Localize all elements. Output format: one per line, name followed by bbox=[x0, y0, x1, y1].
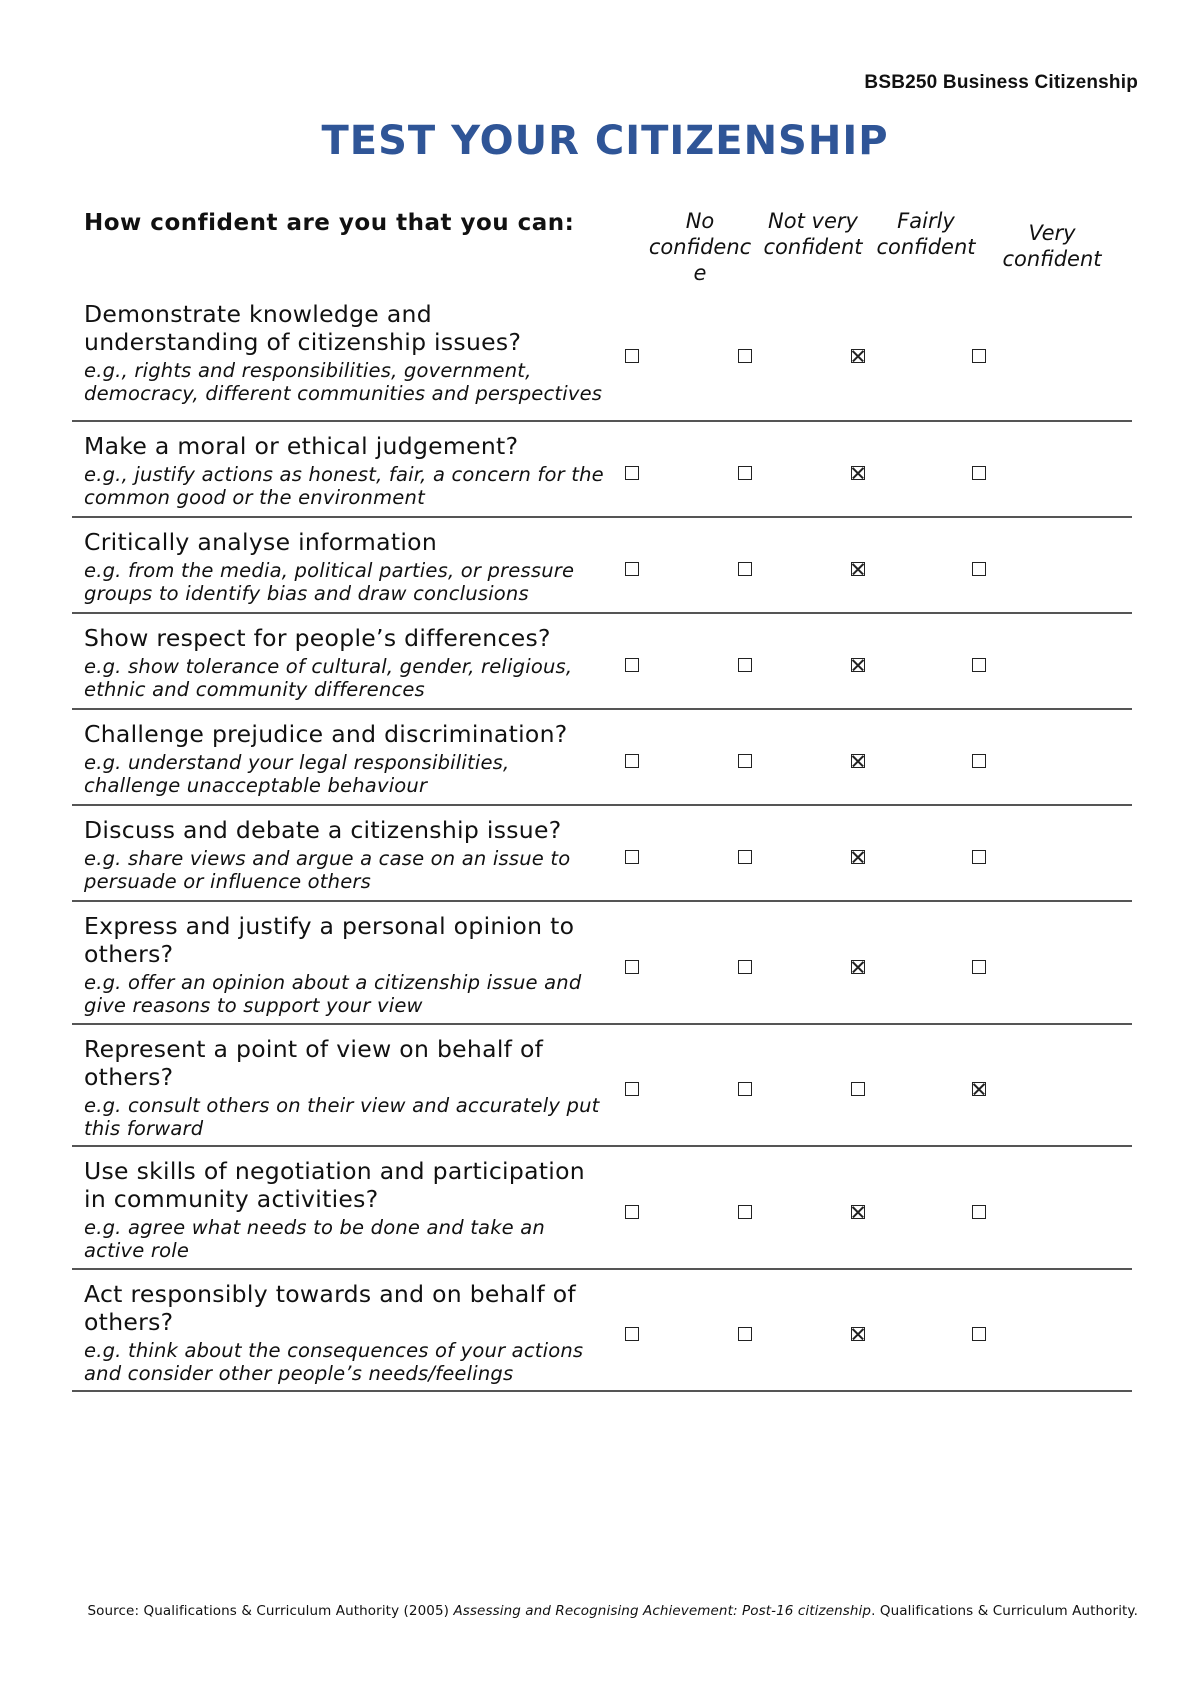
checkbox-not-very-confident[interactable] bbox=[738, 466, 752, 480]
question-text bbox=[84, 912, 604, 1017]
checkbox-not-very-confident[interactable] bbox=[738, 658, 752, 672]
question-example: e.g. share views and argue a case on an issue to persuade or influence others bbox=[84, 847, 571, 893]
question-example: e.g. agree what needs to be done and take an active role bbox=[84, 1216, 545, 1262]
question-title: Critically analyse information bbox=[84, 528, 438, 556]
checkbox-no-confidence[interactable] bbox=[625, 658, 639, 672]
checkbox-very-confident[interactable] bbox=[972, 850, 986, 864]
table-header-row bbox=[72, 208, 1132, 300]
page-title: TEST YOUR CITIZENSHIP bbox=[321, 118, 889, 164]
table-row bbox=[72, 1147, 1132, 1270]
checkbox-not-very-confident[interactable] bbox=[738, 1327, 752, 1341]
checkbox-very-confident[interactable] bbox=[972, 658, 986, 672]
checkbox-fairly-confident[interactable] bbox=[851, 1082, 865, 1096]
checkbox-very-confident[interactable] bbox=[972, 466, 986, 480]
table-row bbox=[72, 422, 1132, 518]
question-title: Show respect for people’s differences? bbox=[84, 624, 551, 652]
question-example: e.g. understand your legal responsibilities, challenge unacceptable behaviour bbox=[84, 751, 510, 797]
column-header-not-very-confident: Not very confident bbox=[763, 209, 863, 259]
question-example: e.g., rights and responsibilities, government, democracy, different communities and perspectives bbox=[84, 359, 603, 405]
checkbox-fairly-confident[interactable] bbox=[851, 754, 865, 768]
checkbox-not-very-confident[interactable] bbox=[738, 1082, 752, 1096]
checkbox-not-very-confident[interactable] bbox=[738, 960, 752, 974]
column-header-no-confidence: No confidence bbox=[648, 209, 752, 285]
checkbox-fairly-confident[interactable] bbox=[851, 1327, 865, 1341]
checkbox-no-confidence[interactable] bbox=[625, 1082, 639, 1096]
question-example: e.g. show tolerance of cultural, gender, religious, ethnic and community differences bbox=[84, 655, 573, 701]
checkbox-not-very-confident[interactable] bbox=[738, 850, 752, 864]
checkbox-very-confident[interactable] bbox=[972, 1082, 986, 1096]
table-row bbox=[72, 710, 1132, 806]
source-citation bbox=[87, 1603, 1138, 1619]
table-row bbox=[72, 806, 1132, 902]
question-text bbox=[84, 720, 604, 797]
checkbox-not-very-confident[interactable] bbox=[738, 754, 752, 768]
question-title: Make a moral or ethical judgement? bbox=[84, 432, 519, 460]
question-example: e.g., justify actions as honest, fair, a concern for the common good or the environment bbox=[84, 463, 604, 509]
question-heading: How confident are you that you can: bbox=[84, 210, 575, 236]
checkbox-very-confident[interactable] bbox=[972, 1205, 986, 1219]
checkbox-no-confidence[interactable] bbox=[625, 349, 639, 363]
table-row bbox=[72, 614, 1132, 710]
table-row bbox=[72, 300, 1132, 422]
source-title: Assessing and Recognising Achievement: Post-16 citizenship bbox=[453, 1603, 872, 1619]
checkbox-no-confidence[interactable] bbox=[625, 754, 639, 768]
checkbox-fairly-confident[interactable] bbox=[851, 960, 865, 974]
checkbox-very-confident[interactable] bbox=[972, 960, 986, 974]
question-text bbox=[84, 300, 604, 405]
checkbox-no-confidence[interactable] bbox=[625, 1327, 639, 1341]
checkbox-no-confidence[interactable] bbox=[625, 466, 639, 480]
confidence-survey-table bbox=[72, 208, 1132, 1392]
checkbox-very-confident[interactable] bbox=[972, 349, 986, 363]
checkbox-fairly-confident[interactable] bbox=[851, 562, 865, 576]
column-header-fairly-confident: Fairly confident bbox=[876, 209, 976, 259]
checkbox-fairly-confident[interactable] bbox=[851, 349, 865, 363]
checkbox-not-very-confident[interactable] bbox=[738, 562, 752, 576]
question-example: e.g. offer an opinion about a citizenship issue and give reasons to support your view bbox=[84, 971, 582, 1017]
checkbox-no-confidence[interactable] bbox=[625, 1205, 639, 1219]
question-example: e.g. consult others on their view and accurately put this forward bbox=[84, 1094, 600, 1140]
question-text bbox=[84, 432, 604, 509]
question-example: e.g. think about the consequences of your actions and consider other people’s needs/feelings bbox=[84, 1339, 584, 1385]
checkbox-fairly-confident[interactable] bbox=[851, 850, 865, 864]
question-title: Demonstrate knowledge and understanding of citizenship issues? bbox=[84, 300, 522, 356]
checkbox-no-confidence[interactable] bbox=[625, 960, 639, 974]
checkbox-fairly-confident[interactable] bbox=[851, 466, 865, 480]
question-text bbox=[84, 1157, 604, 1262]
question-text bbox=[84, 528, 604, 605]
question-text bbox=[84, 624, 604, 701]
table-row bbox=[72, 1270, 1132, 1392]
table-body bbox=[72, 300, 1132, 1392]
checkbox-very-confident[interactable] bbox=[972, 562, 986, 576]
source-suffix: . Qualifications & Curriculum Authority. bbox=[871, 1603, 1138, 1619]
table-row bbox=[72, 902, 1132, 1025]
table-row bbox=[72, 1025, 1132, 1147]
checkbox-fairly-confident[interactable] bbox=[851, 658, 865, 672]
question-title: Represent a point of view on behalf of others? bbox=[84, 1035, 544, 1091]
checkbox-not-very-confident[interactable] bbox=[738, 1205, 752, 1219]
checkbox-no-confidence[interactable] bbox=[625, 562, 639, 576]
question-title: Express and justify a personal opinion to others? bbox=[84, 912, 575, 968]
checkbox-not-very-confident[interactable] bbox=[738, 349, 752, 363]
question-text bbox=[84, 1280, 604, 1385]
column-header-very-confident: Very confident bbox=[1002, 221, 1102, 271]
table-row bbox=[72, 518, 1132, 614]
question-text bbox=[84, 1035, 604, 1140]
question-title: Act responsibly towards and on behalf of others? bbox=[84, 1280, 577, 1336]
question-title: Challenge prejudice and discrimination? bbox=[84, 720, 568, 748]
checkbox-no-confidence[interactable] bbox=[625, 850, 639, 864]
checkbox-fairly-confident[interactable] bbox=[851, 1205, 865, 1219]
question-text bbox=[84, 816, 604, 893]
checkbox-very-confident[interactable] bbox=[972, 1327, 986, 1341]
course-header: BSB250 Business Citizenship bbox=[864, 72, 1138, 93]
checkbox-very-confident[interactable] bbox=[972, 754, 986, 768]
question-title: Use skills of negotiation and participation in community activities? bbox=[84, 1157, 586, 1213]
question-example: e.g. from the media, political parties, or pressure groups to identify bias and draw conclusions bbox=[84, 559, 575, 605]
source-prefix: Source: Qualifications & Curriculum Authority (2005) bbox=[87, 1603, 454, 1619]
question-title: Discuss and debate a citizenship issue? bbox=[84, 816, 562, 844]
